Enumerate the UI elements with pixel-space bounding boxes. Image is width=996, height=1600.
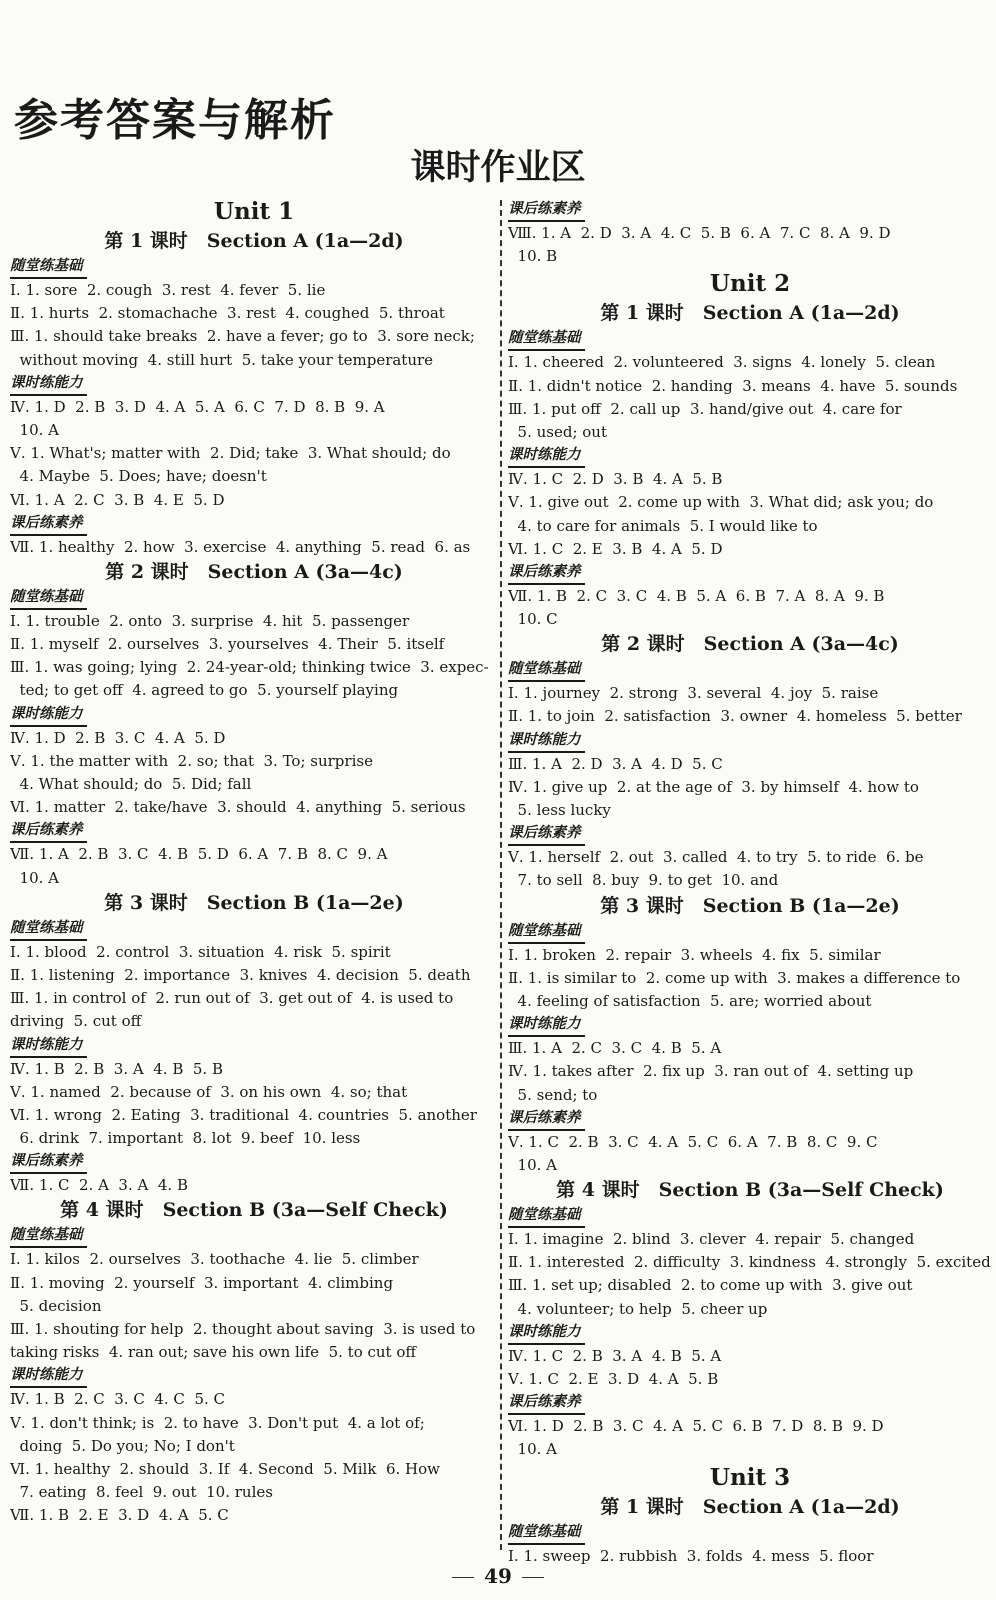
category-label: 随堂练基础: [10, 917, 87, 941]
answer-line: 6. drink 7. important 8. lot 9. beef 10. less: [10, 1129, 361, 1148]
answer-line: 7. eating 8. feel 9. out 10. rules: [10, 1483, 273, 1502]
category-label: 随堂练基础: [508, 327, 585, 351]
category-row: [10, 586, 498, 610]
category-label: 课后练素养: [508, 1391, 585, 1415]
answer-line: Ⅶ. 1. B 2. C 3. C 4. B 5. A 6. B 7. A 8. A 9. B: [508, 586, 885, 605]
category-label: 课时练能力: [508, 1321, 585, 1345]
category-label: 课时练能力: [508, 1013, 585, 1037]
answer-line: Ⅴ. 1. the matter with 2. so; that 3. To; surprise: [10, 751, 373, 770]
category-label: 随堂练基础: [508, 1521, 585, 1545]
category-label: 课时练能力: [10, 703, 87, 727]
answer-line: driving 5. cut off: [10, 1012, 142, 1031]
column-divider: [500, 200, 502, 1550]
answer-line: Ⅶ. 1. A 2. B 3. C 4. B 5. D 6. A 7. B 8. C 9. A: [10, 845, 388, 864]
category-label: 课后练素养: [10, 512, 87, 536]
answer-line: 10. A: [508, 1155, 557, 1174]
answer-line: 4. volunteer; to help 5. cheer up: [508, 1299, 768, 1318]
answer-line: doing 5. Do you; No; I don't: [10, 1436, 235, 1455]
lesson-heading: 第 4 课时 Section B (3a—Self Check): [556, 1179, 944, 1202]
category-row: [10, 372, 498, 396]
answer-line: Ⅲ. 1. set up; disabled 2. to come up with 3. give out: [508, 1276, 913, 1295]
answer-line: Ⅴ. 1. give out 2. come up with 3. What did; ask you; do: [508, 493, 934, 512]
answer-line: Ⅰ. 1. broken 2. repair 3. wheels 4. fix 5. similar: [508, 945, 881, 964]
answer-line: Ⅱ. 1. moving 2. yourself 3. important 4. climbing: [10, 1273, 394, 1292]
answer-line: Ⅰ. 1. sweep 2. rubbish 3. folds 4. mess 5. floor: [508, 1546, 874, 1565]
category-row: [10, 703, 498, 727]
category-row: [10, 1224, 498, 1248]
category-row: [508, 1521, 992, 1545]
answer-line: Ⅲ. 1. A 2. D 3. A 4. D 5. C: [508, 754, 723, 773]
answer-line: Ⅱ. 1. hurts 2. stomachache 3. rest 4. coughed 5. throat: [10, 304, 445, 323]
answer-line: 10. A: [10, 420, 59, 439]
answer-line: Ⅳ. 1. D 2. B 3. C 4. A 5. D: [10, 728, 226, 747]
category-label: 随堂练基础: [10, 1224, 87, 1248]
answer-line: Ⅴ. 1. named 2. because of 3. on his own 4. so; that: [10, 1082, 408, 1101]
answer-line: Ⅲ. 1. should take breaks 2. have a fever; go to 3. sore neck;: [10, 327, 475, 346]
category-row: [10, 1150, 498, 1174]
answer-line: Ⅰ. 1. journey 2. strong 3. several 4. joy 5. raise: [508, 684, 879, 703]
answer-line: 4. What should; do 5. Did; fall: [10, 775, 252, 793]
category-row: [508, 1204, 992, 1228]
category-row: [508, 822, 992, 846]
lesson-heading: 第 2 课时 Section A (3a—4c): [105, 560, 403, 583]
answer-line: 7. to sell 8. buy 9. to get 10. and: [508, 871, 779, 890]
answer-line: 10. C: [508, 610, 558, 629]
answer-line: 5. used; out: [508, 422, 607, 441]
category-row: [508, 729, 992, 753]
answer-line: Ⅳ. 1. D 2. B 3. D 4. A 5. A 6. C 7. D 8. B 9. A: [10, 397, 385, 416]
left-column: [10, 196, 498, 1528]
category-label: 课时练能力: [508, 444, 585, 468]
answer-line: Ⅰ. 1. cheered 2. volunteered 3. signs 4. lonely 5. clean: [508, 353, 936, 372]
category-label: 课后练素养: [508, 561, 585, 585]
unit-heading: Unit 2: [709, 270, 791, 298]
answer-line: 5. send; to: [508, 1085, 598, 1104]
right-column: [508, 198, 992, 1568]
category-row: [10, 819, 498, 843]
answer-line: Ⅶ. 1. C 2. A 3. A 4. B: [10, 1176, 188, 1195]
category-label: 课后练素养: [508, 198, 585, 222]
page-number: [0, 1564, 996, 1588]
answer-line: Ⅲ. 1. put off 2. call up 3. hand/give out 4. care for: [508, 399, 902, 418]
category-label: 随堂练基础: [508, 1204, 585, 1228]
lesson-heading: 第 1 课时 Section A (1a—2d): [104, 230, 404, 252]
unit-heading: Unit 3: [709, 1463, 791, 1491]
answer-line: Ⅳ. 1. C 2. D 3. B 4. A 5. B: [508, 470, 723, 489]
category-row: [10, 1034, 498, 1058]
page-number-dash-left: [452, 1577, 474, 1578]
category-label: 随堂练基础: [10, 255, 87, 279]
answer-line: Ⅴ. 1. C 2. E 3. D 4. A 5. B: [508, 1370, 719, 1388]
answer-line: 10. A: [508, 1440, 557, 1459]
category-row: [508, 561, 992, 585]
category-row: [508, 920, 992, 944]
category-label: 课后练素养: [508, 822, 585, 846]
category-label: 课时练能力: [10, 1364, 87, 1388]
lesson-heading: 第 3 课时 Section B (1a—2e): [104, 891, 404, 914]
answer-line: Ⅱ. 1. myself 2. ourselves 3. yourselves 4. Their 5. itself: [10, 635, 445, 654]
lesson-heading: 第 1 课时 Section A (1a—2d): [600, 302, 900, 325]
answer-line: Ⅲ. 1. A 2. C 3. C 4. B 5. A: [508, 1039, 722, 1058]
category-label: 课时练能力: [10, 372, 87, 396]
category-row: [10, 1364, 498, 1388]
answer-line: Ⅳ. 1. give up 2. at the age of 3. by himself 4. how to: [508, 777, 919, 796]
answer-line: Ⅱ. 1. is similar to 2. come up with 3. makes a difference to: [508, 968, 961, 987]
answer-line: Ⅱ. 1. didn't notice 2. handing 3. means 4. have 5. sounds: [508, 376, 958, 395]
category-label: 随堂练基础: [508, 658, 585, 682]
answer-line: Ⅳ. 1. C 2. B 3. A 4. B 5. A: [508, 1346, 722, 1365]
answer-line: Ⅳ. 1. B 2. C 3. C 4. C 5. C: [10, 1390, 225, 1409]
answer-line: Ⅵ. 1. A 2. C 3. B 4. E 5. D: [10, 490, 225, 509]
category-row: [10, 255, 498, 279]
answer-line: Ⅵ. 1. C 2. E 3. B 4. A 5. D: [508, 539, 723, 558]
answer-line: Ⅲ. 1. in control of 2. run out of 3. get out of 4. is used to: [10, 989, 454, 1008]
answer-line: 4. feeling of satisfaction 5. are; worried about: [508, 991, 872, 1010]
answer-line: Ⅲ. 1. was going; lying 2. 24-year-old; thinking twice 3. expec-: [10, 658, 489, 677]
category-row: [508, 198, 992, 222]
answer-line: Ⅵ. 1. healthy 2. should 3. If 4. Second 5. Milk 6. How: [10, 1459, 440, 1478]
answer-line: Ⅵ. 1. wrong 2. Eating 3. traditional 4. countries 5. another: [10, 1105, 477, 1124]
category-row: [508, 1321, 992, 1345]
answer-line: Ⅳ. 1. takes after 2. fix up 3. ran out of 4. setting up: [508, 1062, 914, 1081]
answer-line: Ⅰ. 1. kilos 2. ourselves 3. toothache 4. lie 5. climber: [10, 1250, 419, 1269]
answer-line: Ⅰ. 1. blood 2. control 3. situation 4. risk 5. spirit: [10, 942, 391, 961]
page-number-value: 49: [484, 1564, 512, 1588]
category-label: 课后练素养: [10, 1150, 87, 1174]
answer-line: Ⅰ. 1. imagine 2. blind 3. clever 4. repair 5. changed: [508, 1230, 915, 1249]
category-label: 随堂练基础: [508, 920, 585, 944]
category-row: [508, 1013, 992, 1037]
answer-line: Ⅴ. 1. C 2. B 3. C 4. A 5. C 6. A 7. B 8. C 9. C: [508, 1132, 878, 1151]
category-label: 课时练能力: [508, 729, 585, 753]
answer-line: Ⅰ. 1. sore 2. cough 3. rest 4. fever 5. lie: [10, 281, 326, 299]
category-row: [508, 1391, 992, 1415]
answer-line: Ⅶ. 1. healthy 2. how 3. exercise 4. anything 5. read 6. as: [10, 537, 471, 556]
lesson-heading: 第 3 课时 Section B (1a—2e): [600, 894, 900, 917]
category-label: 随堂练基础: [10, 586, 87, 610]
answer-line: 4. to care for animals 5. I would like to: [508, 516, 818, 535]
lesson-heading: 第 1 课时 Section A (1a—2d): [600, 1495, 900, 1518]
answer-line: Ⅵ. 1. D 2. B 3. C 4. A 5. C 6. B 7. D 8. B 9. D: [508, 1417, 884, 1436]
answer-line: Ⅴ. 1. don't think; is 2. to have 3. Don't put 4. a lot of;: [10, 1413, 425, 1432]
category-row: [10, 917, 498, 941]
answer-line: Ⅱ. 1. listening 2. importance 3. knives 4. decision 5. death: [10, 965, 471, 984]
category-row: [508, 1107, 992, 1131]
answer-line: Ⅴ. 1. herself 2. out 3. called 4. to try 5. to ride 6. be: [508, 848, 924, 867]
lesson-heading: 第 4 课时 Section B (3a—Self Check): [60, 1199, 448, 1222]
category-row: [508, 327, 992, 351]
answer-line: 10. B: [508, 247, 558, 266]
answer-line: 4. Maybe 5. Does; have; doesn't: [10, 467, 267, 486]
answer-line: Ⅰ. 1. trouble 2. onto 3. surprise 4. hit 5. passenger: [10, 611, 410, 630]
page-number-dash-right: [522, 1577, 544, 1578]
answer-line: 10. A: [10, 868, 59, 887]
unit-heading: Unit 1: [213, 198, 295, 225]
category-row: [10, 512, 498, 536]
section-subtitle: 课时作业区: [410, 148, 586, 188]
answer-line: Ⅳ. 1. B 2. B 3. A 4. B 5. B: [10, 1059, 223, 1078]
answer-line: 5. decision: [10, 1296, 102, 1315]
category-label: 课后练素养: [508, 1107, 585, 1131]
answer-line: ted; to get off 4. agreed to go 5. yourself playing: [10, 681, 399, 700]
answer-line: Ⅶ. 1. B 2. E 3. D 4. A 5. C: [10, 1506, 229, 1525]
answer-line: taking risks 4. ran out; save his own life 5. to cut off: [10, 1343, 417, 1362]
answer-line: 5. less lucky: [508, 801, 611, 819]
page-title: 参考答案与解析: [14, 95, 336, 146]
lesson-heading: 第 2 课时 Section A (3a—4c): [601, 633, 899, 656]
answer-line: Ⅴ. 1. What's; matter with 2. Did; take 3. What should; do: [10, 444, 451, 463]
answer-line: without moving 4. still hurt 5. take your temperature: [10, 350, 434, 369]
category-label: 课后练素养: [10, 819, 87, 843]
answer-line: Ⅱ. 1. interested 2. difficulty 3. kindness 4. strongly 5. excited: [508, 1253, 991, 1272]
category-row: [508, 444, 992, 468]
answer-line: Ⅷ. 1. A 2. D 3. A 4. C 5. B 6. A 7. C 8. A 9. D: [508, 224, 891, 242]
answer-line: Ⅵ. 1. matter 2. take/have 3. should 4. anything 5. serious: [10, 798, 466, 817]
category-label: 课时练能力: [10, 1034, 87, 1058]
answer-line: Ⅲ. 1. shouting for help 2. thought about saving 3. is used to: [10, 1320, 476, 1338]
answer-line: Ⅱ. 1. to join 2. satisfaction 3. owner 4. homeless 5. better: [508, 707, 962, 726]
category-row: [508, 658, 992, 682]
